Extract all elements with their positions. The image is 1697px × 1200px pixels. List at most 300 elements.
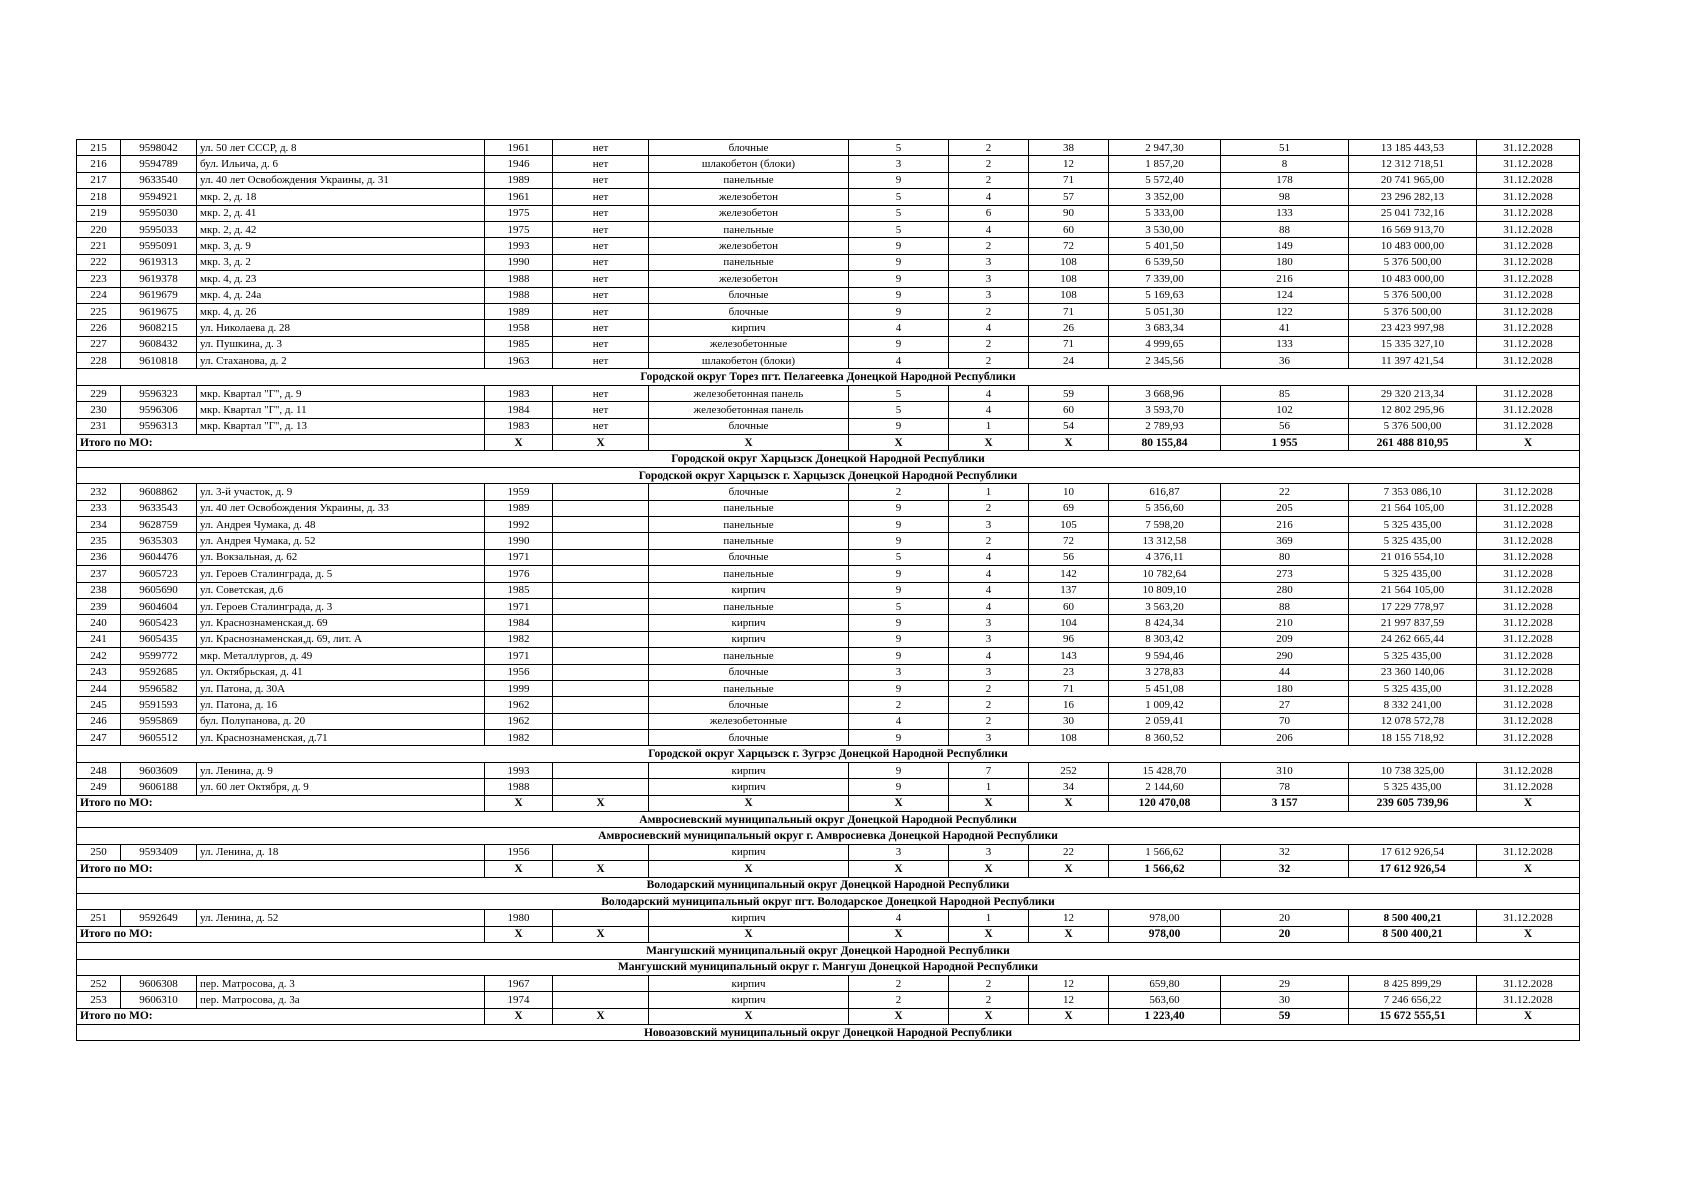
address-cell: мкр. 3, д. 9	[197, 238, 485, 254]
address-cell: ул. 40 лет Освобождения Украины, д. 33	[197, 500, 485, 516]
address-cell: мкр. 3, д. 2	[197, 254, 485, 270]
wall-material-cell: шлакобетон (блоки)	[649, 353, 849, 369]
deadline-cell: 31.12.2028	[1477, 648, 1580, 664]
apartments-cell: 108	[1029, 254, 1109, 270]
wall-material-cell: кирпич	[649, 631, 849, 647]
address-cell: ул. 3-й участок, д. 9	[197, 484, 485, 500]
row-number-cell: 242	[77, 648, 121, 664]
section-header-row	[77, 959, 1580, 975]
row-number-cell: 222	[77, 254, 121, 270]
deadline-cell: 31.12.2028	[1477, 844, 1580, 860]
table-row	[77, 156, 1580, 172]
cost-cell: 5 376 500,00	[1349, 303, 1477, 319]
section-header: Городской округ Торез пгт. Пелагеевка Донецкой Народной Республики	[77, 369, 1580, 385]
apartments-cell: 252	[1029, 762, 1109, 778]
table-row	[77, 648, 1580, 664]
deadline-cell: 31.12.2028	[1477, 910, 1580, 926]
floors-cell: 9	[849, 648, 949, 664]
year-built-cell: 1992	[485, 516, 553, 532]
address-cell: ул. 40 лет Освобождения Украины, д. 31	[197, 172, 485, 188]
residents-cell: 178	[1221, 172, 1349, 188]
residents-cell: 369	[1221, 533, 1349, 549]
residents-cell: 29	[1221, 975, 1349, 991]
year-built-cell: 1975	[485, 221, 553, 237]
cost-cell: 15 335 327,10	[1349, 336, 1477, 352]
object-id-cell: 9595033	[121, 221, 197, 237]
deadline-cell: 31.12.2028	[1477, 221, 1580, 237]
year-built-cell: 1993	[485, 238, 553, 254]
wall-material-cell: железобетон	[649, 189, 849, 205]
area-cell: 5 333,00	[1109, 205, 1221, 221]
area-cell: 2 789,93	[1109, 418, 1221, 434]
deadline-cell: 31.12.2028	[1477, 254, 1580, 270]
area-cell: 5 169,63	[1109, 287, 1221, 303]
table-row	[77, 205, 1580, 221]
row-number-cell: 234	[77, 516, 121, 532]
entrances-cell: 6	[949, 205, 1029, 221]
flag-cell	[553, 516, 649, 532]
wall-material-cell: панельные	[649, 500, 849, 516]
flag-cell: нет	[553, 156, 649, 172]
x-mark: X	[1029, 1008, 1109, 1024]
residents-cell: 80	[1221, 549, 1349, 565]
section-header: Амвросиевский муниципальный округ г. Амвросиевка Донецкой Народной Республики	[77, 828, 1580, 844]
residents-cell: 85	[1221, 385, 1349, 401]
table-row	[77, 566, 1580, 582]
flag-cell: нет	[553, 320, 649, 336]
wall-material-cell: блочные	[649, 484, 849, 500]
flag-cell: нет	[553, 205, 649, 221]
x-mark: X	[1029, 926, 1109, 942]
object-id-cell: 9593409	[121, 844, 197, 860]
table-row	[77, 680, 1580, 696]
section-header-row	[77, 828, 1580, 844]
residents-cell: 27	[1221, 697, 1349, 713]
deadline-cell: 31.12.2028	[1477, 779, 1580, 795]
residents-cell: 88	[1221, 221, 1349, 237]
area-cell: 563,60	[1109, 992, 1221, 1008]
entrances-cell: 2	[949, 303, 1029, 319]
residents-cell: 290	[1221, 648, 1349, 664]
apartments-cell: 24	[1029, 353, 1109, 369]
wall-material-cell: кирпич	[649, 615, 849, 631]
x-mark: X	[553, 795, 649, 811]
wall-material-cell: панельные	[649, 598, 849, 614]
cost-cell: 11 397 421,54	[1349, 353, 1477, 369]
year-built-cell: 1983	[485, 418, 553, 434]
area-cell: 978,00	[1109, 910, 1221, 926]
flag-cell: нет	[553, 287, 649, 303]
cost-cell: 20 741 965,00	[1349, 172, 1477, 188]
table-row	[77, 140, 1580, 156]
area-cell: 8 303,42	[1109, 631, 1221, 647]
year-built-cell: 1963	[485, 353, 553, 369]
flag-cell	[553, 582, 649, 598]
wall-material-cell: железобетонная панель	[649, 402, 849, 418]
row-number-cell: 223	[77, 271, 121, 287]
apartments-cell: 23	[1029, 664, 1109, 680]
address-cell: ул. Октябрьская, д. 41	[197, 664, 485, 680]
area-cell: 13 312,58	[1109, 533, 1221, 549]
flag-cell	[553, 484, 649, 500]
address-cell: бул. Полупанова, д. 20	[197, 713, 485, 729]
area-cell: 6 539,50	[1109, 254, 1221, 270]
deadline-cell: 31.12.2028	[1477, 566, 1580, 582]
table-row	[77, 500, 1580, 516]
year-built-cell: 1985	[485, 582, 553, 598]
object-id-cell: 9599772	[121, 648, 197, 664]
flag-cell: нет	[553, 172, 649, 188]
residents-cell: 70	[1221, 713, 1349, 729]
address-cell: пер. Матросова, д. 3а	[197, 992, 485, 1008]
deadline-cell: 31.12.2028	[1477, 992, 1580, 1008]
row-number-cell: 246	[77, 713, 121, 729]
address-cell: мкр. 4, д. 24а	[197, 287, 485, 303]
area-cell: 7 598,20	[1109, 516, 1221, 532]
residents-cell: 51	[1221, 140, 1349, 156]
row-number-cell: 216	[77, 156, 121, 172]
table-row	[77, 402, 1580, 418]
cost-cell: 7 246 656,22	[1349, 992, 1477, 1008]
residents-cell: 280	[1221, 582, 1349, 598]
floors-cell: 4	[849, 320, 949, 336]
flag-cell	[553, 779, 649, 795]
apartments-cell: 16	[1029, 697, 1109, 713]
section-header-row	[77, 467, 1580, 483]
deadline-cell: 31.12.2028	[1477, 484, 1580, 500]
residents-cell: 8	[1221, 156, 1349, 172]
subtotal-area: 1 223,40	[1109, 1008, 1221, 1024]
address-cell: ул. Вокзальная, д. 62	[197, 549, 485, 565]
year-built-cell: 1984	[485, 615, 553, 631]
floors-cell: 2	[849, 992, 949, 1008]
apartments-cell: 72	[1029, 238, 1109, 254]
year-built-cell: 1993	[485, 762, 553, 778]
residents-cell: 102	[1221, 402, 1349, 418]
cost-cell: 18 155 718,92	[1349, 730, 1477, 746]
flag-cell: нет	[553, 336, 649, 352]
row-number-cell: 251	[77, 910, 121, 926]
wall-material-cell: железобетон	[649, 238, 849, 254]
floors-cell: 4	[849, 353, 949, 369]
area-cell: 1 009,42	[1109, 697, 1221, 713]
floors-cell: 9	[849, 172, 949, 188]
row-number-cell: 220	[77, 221, 121, 237]
row-number-cell: 228	[77, 353, 121, 369]
table-row	[77, 221, 1580, 237]
row-number-cell: 250	[77, 844, 121, 860]
entrances-cell: 3	[949, 631, 1029, 647]
table-row	[77, 582, 1580, 598]
entrances-cell: 1	[949, 418, 1029, 434]
year-built-cell: 1971	[485, 549, 553, 565]
flag-cell: нет	[553, 402, 649, 418]
residents-cell: 22	[1221, 484, 1349, 500]
apartments-cell: 12	[1029, 992, 1109, 1008]
floors-cell: 9	[849, 566, 949, 582]
wall-material-cell: панельные	[649, 566, 849, 582]
subtotal-label: Итого по МО:	[77, 861, 485, 877]
entrances-cell: 2	[949, 238, 1029, 254]
section-header-row	[77, 1025, 1580, 1041]
apartments-cell: 105	[1029, 516, 1109, 532]
apartments-cell: 60	[1029, 598, 1109, 614]
row-number-cell: 239	[77, 598, 121, 614]
table-row	[77, 697, 1580, 713]
flag-cell: нет	[553, 189, 649, 205]
area-cell: 5 356,60	[1109, 500, 1221, 516]
residents-cell: 149	[1221, 238, 1349, 254]
entrances-cell: 3	[949, 271, 1029, 287]
year-built-cell: 1989	[485, 303, 553, 319]
subtotal-residents: 3 157	[1221, 795, 1349, 811]
apartments-cell: 143	[1029, 648, 1109, 664]
area-cell: 3 593,70	[1109, 402, 1221, 418]
cost-cell: 8 500 400,21	[1349, 910, 1477, 926]
subtotal-residents: 59	[1221, 1008, 1349, 1024]
entrances-cell: 4	[949, 221, 1029, 237]
address-cell: мкр. Металлургов, д. 49	[197, 648, 485, 664]
residents-cell: 41	[1221, 320, 1349, 336]
wall-material-cell: шлакобетон (блоки)	[649, 156, 849, 172]
address-cell: мкр. 2, д. 42	[197, 221, 485, 237]
wall-material-cell: панельные	[649, 516, 849, 532]
cost-cell: 24 262 665,44	[1349, 631, 1477, 647]
deadline-cell: 31.12.2028	[1477, 271, 1580, 287]
subtotal-row	[77, 861, 1580, 877]
object-id-cell: 9598042	[121, 140, 197, 156]
entrances-cell: 3	[949, 516, 1029, 532]
row-number-cell: 253	[77, 992, 121, 1008]
deadline-cell: 31.12.2028	[1477, 680, 1580, 696]
entrances-cell: 2	[949, 697, 1029, 713]
apartments-cell: 60	[1029, 221, 1109, 237]
deadline-cell: 31.12.2028	[1477, 287, 1580, 303]
area-cell: 8 424,34	[1109, 615, 1221, 631]
row-number-cell: 247	[77, 730, 121, 746]
entrances-cell: 2	[949, 156, 1029, 172]
section-header-row	[77, 893, 1580, 909]
flag-cell: нет	[553, 303, 649, 319]
area-cell: 3 683,34	[1109, 320, 1221, 336]
year-built-cell: 1980	[485, 910, 553, 926]
year-built-cell: 1961	[485, 140, 553, 156]
year-built-cell: 1988	[485, 287, 553, 303]
table-row	[77, 598, 1580, 614]
floors-cell: 9	[849, 254, 949, 270]
x-mark: X	[849, 926, 949, 942]
cost-cell: 12 802 295,96	[1349, 402, 1477, 418]
residents-cell: 273	[1221, 566, 1349, 582]
area-cell: 3 530,00	[1109, 221, 1221, 237]
flag-cell	[553, 680, 649, 696]
wall-material-cell: кирпич	[649, 779, 849, 795]
wall-material-cell: блочные	[649, 140, 849, 156]
row-number-cell: 235	[77, 533, 121, 549]
entrances-cell: 3	[949, 287, 1029, 303]
object-id-cell: 9596306	[121, 402, 197, 418]
apartments-cell: 108	[1029, 271, 1109, 287]
wall-material-cell: панельные	[649, 680, 849, 696]
row-number-cell: 218	[77, 189, 121, 205]
x-mark: X	[485, 1008, 553, 1024]
deadline-cell: 31.12.2028	[1477, 762, 1580, 778]
floors-cell: 2	[849, 697, 949, 713]
apartments-cell: 26	[1029, 320, 1109, 336]
year-built-cell: 1989	[485, 172, 553, 188]
x-mark: X	[1029, 861, 1109, 877]
address-cell: ул. Андрея Чумака, д. 48	[197, 516, 485, 532]
object-id-cell: 9603609	[121, 762, 197, 778]
address-cell: мкр. 4, д. 23	[197, 271, 485, 287]
cost-cell: 17 612 926,54	[1349, 844, 1477, 860]
wall-material-cell: блочные	[649, 287, 849, 303]
section-header: Володарский муниципальный округ Донецкой Народной Республики	[77, 877, 1580, 893]
flag-cell	[553, 975, 649, 991]
table-row	[77, 353, 1580, 369]
wall-material-cell: панельные	[649, 172, 849, 188]
area-cell: 8 360,52	[1109, 730, 1221, 746]
area-cell: 3 668,96	[1109, 385, 1221, 401]
residents-cell: 216	[1221, 271, 1349, 287]
table-row	[77, 533, 1580, 549]
residents-cell: 206	[1221, 730, 1349, 746]
floors-cell: 9	[849, 680, 949, 696]
flag-cell: нет	[553, 385, 649, 401]
row-number-cell: 252	[77, 975, 121, 991]
entrances-cell: 4	[949, 549, 1029, 565]
cost-cell: 13 185 443,53	[1349, 140, 1477, 156]
wall-material-cell: кирпич	[649, 582, 849, 598]
residents-cell: 133	[1221, 205, 1349, 221]
flag-cell: нет	[553, 271, 649, 287]
flag-cell	[553, 648, 649, 664]
object-id-cell: 9595091	[121, 238, 197, 254]
apartments-cell: 38	[1029, 140, 1109, 156]
table-row	[77, 238, 1580, 254]
flag-cell	[553, 533, 649, 549]
row-number-cell: 245	[77, 697, 121, 713]
deadline-cell: 31.12.2028	[1477, 533, 1580, 549]
apartments-cell: 12	[1029, 156, 1109, 172]
entrances-cell: 2	[949, 975, 1029, 991]
x-mark: X	[485, 795, 553, 811]
apartments-cell: 12	[1029, 910, 1109, 926]
deadline-cell: 31.12.2028	[1477, 500, 1580, 516]
object-id-cell: 9596323	[121, 385, 197, 401]
apartments-cell: 34	[1029, 779, 1109, 795]
deadline-cell: 31.12.2028	[1477, 205, 1580, 221]
object-id-cell: 9633543	[121, 500, 197, 516]
cost-cell: 25 041 732,16	[1349, 205, 1477, 221]
wall-material-cell: железобетонная панель	[649, 385, 849, 401]
entrances-cell: 4	[949, 582, 1029, 598]
flag-cell	[553, 697, 649, 713]
apartments-cell: 71	[1029, 303, 1109, 319]
document-table-region	[76, 139, 1579, 1041]
table-body	[77, 140, 1580, 1041]
subtotal-residents: 32	[1221, 861, 1349, 877]
entrances-cell: 4	[949, 402, 1029, 418]
x-mark: X	[1029, 435, 1109, 451]
entrances-cell: 2	[949, 500, 1029, 516]
deadline-cell: 31.12.2028	[1477, 516, 1580, 532]
table-row	[77, 631, 1580, 647]
apartments-cell: 142	[1029, 566, 1109, 582]
object-id-cell: 9605423	[121, 615, 197, 631]
deadline-cell: 31.12.2028	[1477, 664, 1580, 680]
wall-material-cell: кирпич	[649, 992, 849, 1008]
table-row	[77, 172, 1580, 188]
object-id-cell: 9595869	[121, 713, 197, 729]
floors-cell: 5	[849, 402, 949, 418]
cost-cell: 10 483 000,00	[1349, 238, 1477, 254]
section-header: Володарский муниципальный округ пгт. Володарское Донецкой Народной Республики	[77, 893, 1580, 909]
flag-cell	[553, 631, 649, 647]
deadline-cell: 31.12.2028	[1477, 156, 1580, 172]
x-mark: X	[485, 926, 553, 942]
cost-cell: 23 423 997,98	[1349, 320, 1477, 336]
subtotal-label: Итого по МО:	[77, 435, 485, 451]
wall-material-cell: панельные	[649, 648, 849, 664]
x-mark: X	[1477, 861, 1580, 877]
row-number-cell: 243	[77, 664, 121, 680]
flag-cell: нет	[553, 418, 649, 434]
area-cell: 2 345,56	[1109, 353, 1221, 369]
area-cell: 5 401,50	[1109, 238, 1221, 254]
residents-cell: 210	[1221, 615, 1349, 631]
table-row	[77, 664, 1580, 680]
deadline-cell: 31.12.2028	[1477, 140, 1580, 156]
subtotal-residents: 20	[1221, 926, 1349, 942]
address-cell: ул. Героев Сталинграда, д. 3	[197, 598, 485, 614]
area-cell: 5 051,30	[1109, 303, 1221, 319]
subtotal-cost: 261 488 810,95	[1349, 435, 1477, 451]
wall-material-cell: блочные	[649, 418, 849, 434]
apartments-cell: 137	[1029, 582, 1109, 598]
residents-cell: 20	[1221, 910, 1349, 926]
apartments-cell: 71	[1029, 172, 1109, 188]
address-cell: ул. Пушкина, д. 3	[197, 336, 485, 352]
object-id-cell: 9635303	[121, 533, 197, 549]
row-number-cell: 217	[77, 172, 121, 188]
deadline-cell: 31.12.2028	[1477, 598, 1580, 614]
row-number-cell: 249	[77, 779, 121, 795]
entrances-cell: 3	[949, 664, 1029, 680]
entrances-cell: 4	[949, 189, 1029, 205]
area-cell: 2 947,30	[1109, 140, 1221, 156]
row-number-cell: 226	[77, 320, 121, 336]
address-cell: ул. Краснознаменская,д. 69, лит. А	[197, 631, 485, 647]
cost-cell: 21 016 554,10	[1349, 549, 1477, 565]
row-number-cell: 219	[77, 205, 121, 221]
table-row	[77, 336, 1580, 352]
x-mark: X	[485, 861, 553, 877]
apartments-cell: 60	[1029, 402, 1109, 418]
cost-cell: 23 360 140,06	[1349, 664, 1477, 680]
x-mark: X	[553, 1008, 649, 1024]
address-cell: ул. Патона, д. 30А	[197, 680, 485, 696]
section-header: Новоазовский муниципальный округ Донецкой Народной Республики	[77, 1025, 1580, 1041]
wall-material-cell: кирпич	[649, 975, 849, 991]
area-cell: 2 059,41	[1109, 713, 1221, 729]
row-number-cell: 248	[77, 762, 121, 778]
entrances-cell: 1	[949, 484, 1029, 500]
residents-cell: 78	[1221, 779, 1349, 795]
entrances-cell: 2	[949, 533, 1029, 549]
subtotal-cost: 8 500 400,21	[1349, 926, 1477, 942]
wall-material-cell: кирпич	[649, 320, 849, 336]
